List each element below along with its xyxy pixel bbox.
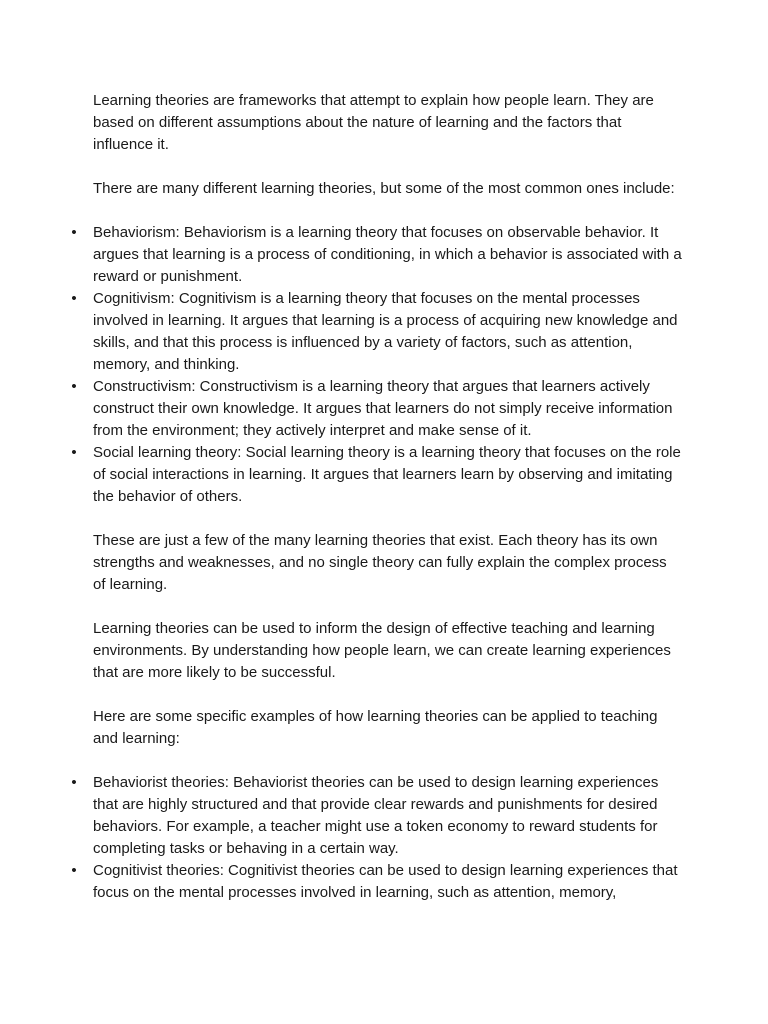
- learning-theories-list: [71, 222, 683, 508]
- list-item-text: Behaviorist theories: Behaviorist theories can be used to design learning experiences that are highly structured and that provide clear rewards and punishments for desired behaviors. For example, a teacher might use a token economy to reward students for completing tasks or behaving in a certain way.: [93, 774, 659, 857]
- list-item-text: Social learning theory: Social learning theory is a learning theory that focuses on the role of social interactions in learning. It argues that learners learn by observing and imitating the behavior of others.: [93, 444, 681, 505]
- bullet-icon: •: [71, 378, 77, 395]
- paragraph-examples-intro: Here are some specific examples of how learning theories can be applied to teaching and learning:: [93, 708, 658, 747]
- list-item-cognitivist-theories: [71, 860, 683, 904]
- bullet-icon: •: [71, 224, 77, 241]
- list-item-constructivism: [71, 376, 683, 442]
- paragraph-strengths-weaknesses: These are just a few of the many learning theories that exist. Each theory has its own strengths and weaknesses, and no single theory can fully explain the complex process of learning.: [93, 532, 667, 593]
- bullet-icon: •: [71, 862, 77, 879]
- list-item-cognitivism: [71, 288, 683, 376]
- document-body: [71, 90, 683, 926]
- paragraph-common-theories: There are many different learning theories, but some of the most common ones include:: [93, 180, 675, 197]
- list-item-text: Cognitivist theories: Cognitivist theories can be used to design learning experiences that focus on the mental processes involved in learning, such as attention, memory,: [93, 862, 678, 901]
- list-item-social-learning: [71, 442, 683, 508]
- bullet-icon: •: [71, 774, 77, 791]
- list-item-behaviorism: [71, 222, 683, 288]
- list-item-text: Cognitivism: Cognitivism is a learning theory that focuses on the mental processes involved in learning. It argues that learning is a process of acquiring new knowledge and skills, and that this process is influenced by a variety of factors, such as attention, memory, and thinking.: [93, 290, 678, 373]
- list-item-behaviorist-theories: [71, 772, 683, 860]
- list-item-text: Behaviorism: Behaviorism is a learning theory that focuses on observable behavior. It argues that learning is a process of conditioning, in which a behavior is associated with a reward or punishment.: [93, 224, 682, 285]
- application-examples-list: [71, 772, 683, 904]
- paragraph-intro: Learning theories are frameworks that attempt to explain how people learn. They are based on different assumptions about the nature of learning and the factors that influence it.: [93, 92, 654, 153]
- bullet-icon: •: [71, 290, 77, 307]
- list-item-text: Constructivism: Constructivism is a learning theory that argues that learners actively construct their own knowledge. It argues that learners do not simply receive information from the environment; they actively interpret and make sense of it.: [93, 378, 673, 439]
- paragraph-design-environments: Learning theories can be used to inform the design of effective teaching and learning environments. By understanding how people learn, we can create learning experiences that are more likely to be successful.: [93, 620, 671, 681]
- bullet-icon: •: [71, 444, 77, 461]
